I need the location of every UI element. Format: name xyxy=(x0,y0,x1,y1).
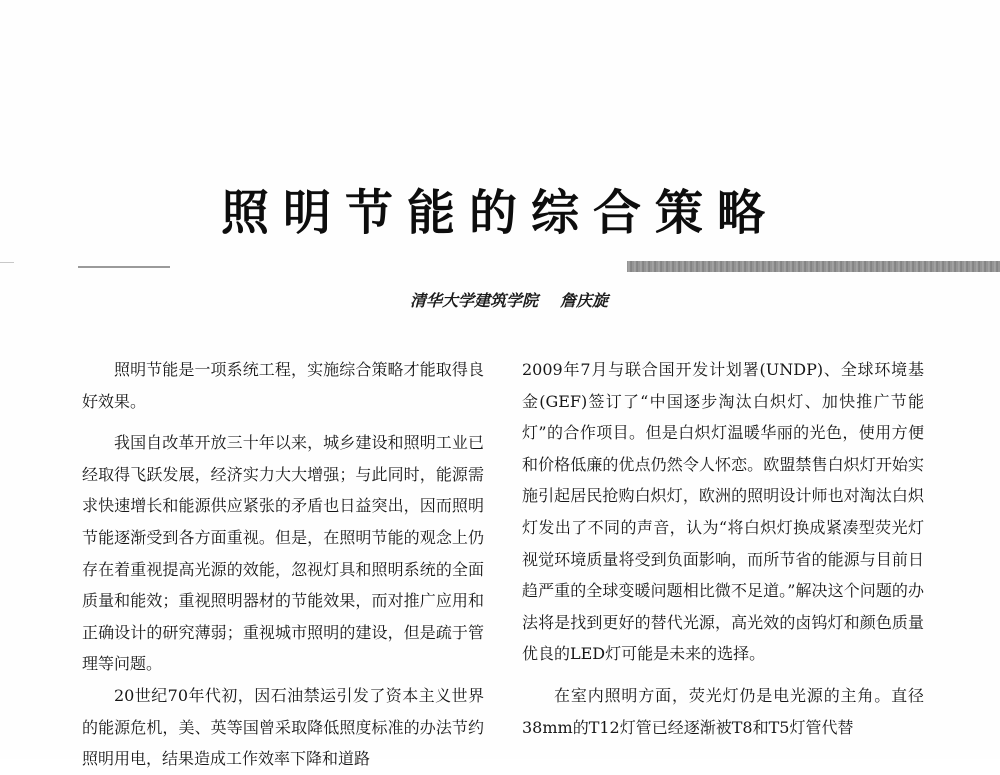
paragraph: 2009年7月与联合国开发计划署(UNDP)、全球环境基金(GEF)签订了“中国逐步淘汰白炽灯、加快推广节能灯”的合作项目。但是白炽灯温暖华丽的光色，使用方便和价格低廉的优点仍然令人怀恋。欧盟禁售白炽灯开始实施引起居民抢购白炽灯，欧洲的照明设计师也对淘汰白炽灯发出了不同的声音，认为“将白炽灯换成紧凑型荧光灯视觉环境质量将受到负面影响，而所节省的能源与目前日趋严重的全球变暖问题相比微不足道。”解决这个问题的办法将是找到更好的替代光源，高光效的卤钨灯和颜色质量优良的LED灯可能是未来的选择。 xyxy=(522,360,924,664)
paragraph: 我国自改革开放三十年以来，城乡建设和照明工业已经取得飞跃发展，经济实力大大增强；与此同时，能源需求快速增长和能源供应紧张的矛盾也日益突出，因而照明节能逐渐受到各方面重视。但是，在照明节能的观念上仍存在着重视提高光源的效能，忽视灯具和照明系统的全面质量和能效；重视照明器材的节能效果，而对推广应用和正确设计的研究薄弱；重视城市照明的建设，但是疏于管理等问题。 xyxy=(82,433,484,674)
paragraph: 照明节能是一项系统工程，实施综合策略才能取得良好效果。 xyxy=(82,360,484,411)
author-name: 詹庆旋 xyxy=(560,291,609,310)
article-title: 照明节能的综合策略 xyxy=(220,185,779,241)
left-column xyxy=(82,354,484,775)
title-rule-left-faint xyxy=(0,262,14,263)
byline xyxy=(0,290,1000,312)
right-column xyxy=(522,354,924,743)
title-rule-right xyxy=(627,261,1000,272)
affiliation: 清华大学建筑学院 xyxy=(409,291,538,310)
title-rule-left xyxy=(78,266,170,268)
paragraph: 20世纪70年代初，因石油禁运引发了资本主义世界的能源危机，美、英等国曾采取降低照度标准的办法节约照明用电，结果造成工作效率下降和道路 xyxy=(82,685,484,769)
paragraph: 在室内照明方面，荧光灯仍是电光源的主角。直径38mm的T12灯管已经逐渐被T8和T5灯管代替 xyxy=(522,685,924,737)
